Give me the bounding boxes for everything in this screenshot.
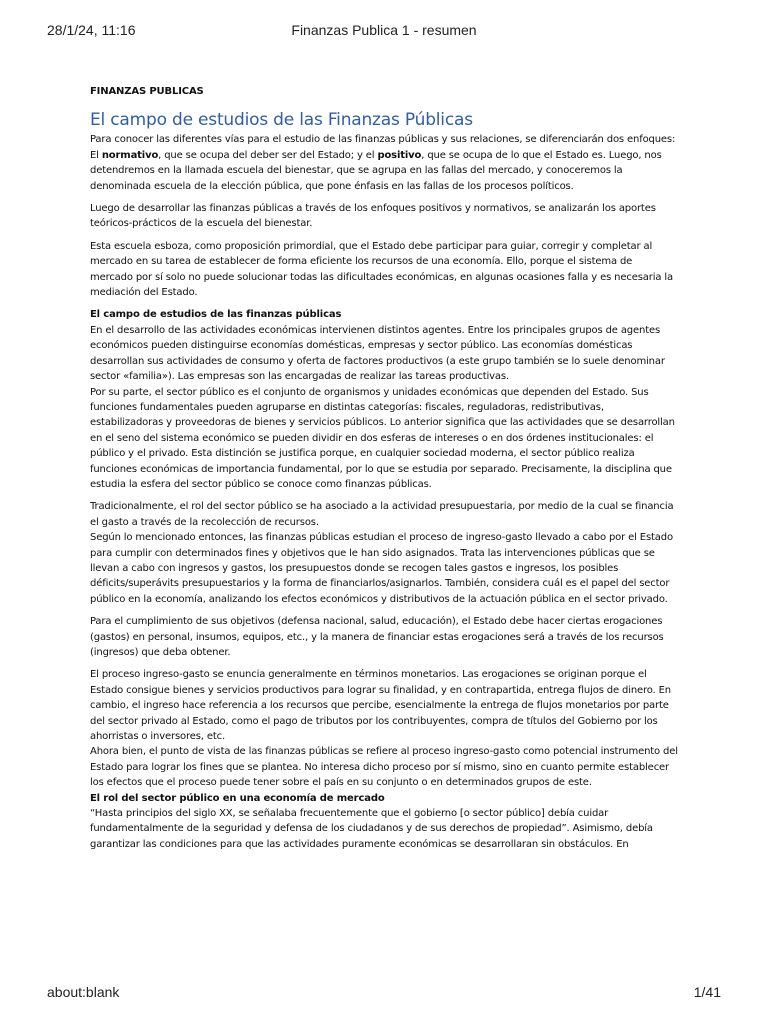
subheading-rol: El rol del sector público en una economía de mercado	[90, 792, 385, 804]
term-positivo: positivo	[377, 149, 422, 161]
proceso-paragraph: El proceso ingreso-gasto se enuncia generalmente en términos monetarios. Las erogaciones se originan porque el Estado consigue bienes y servicios productivos para lograr su finalidad, y en contrapartida, entrega flujos de dinero. En cambio, el ingreso hace referencia a los recursos que percibe, esencialmente la entrega de flujos monetarios por parte del sector privado al Estado, como el pago de tributos por los contribuyentes, compra de títulos del Gobierno por los ahorristas o inversores, etc.	[90, 669, 671, 743]
luego-paragraph: Luego de desarrollar las finanzas públicas a través de los enfoques positivos y normativos, se analizarán los aportes teóricos-prácticos de la escuela del bienestar.	[90, 203, 656, 230]
main-heading: El campo de estudios de las Finanzas Públicas	[90, 110, 473, 131]
enfoques-text-1: El	[90, 149, 102, 161]
sector-paragraph: Por su parte, el sector público es el conjunto de organismos y unidades económicas que dependen del Estado. Sus funciones fundamentales pueden agruparse en distintas categorías: fiscales, reguladoras, redistributivas, estabilizadoras y proveedoras de bienes y servicios públicos. Lo anterior significa que las actividades que se desarrollan en el seno del sistema económico se pueden dividir en dos esferas de intereses o en dos órdenes institucionales: el público y el privado. Esta distinción se justifica porque, en cualquier sociedad moderna, el sector público realiza funciones económicas de importancia fundamental, por lo que se estudia por separado. Precisamente, la disciplina que estudia la esfera del sector público se conoce como finanzas públicas.	[90, 386, 675, 490]
print-url: about:blank	[47, 984, 120, 1000]
subheading-campo: El campo de estudios de las finanzas públicas	[90, 309, 342, 321]
enfoques-paragraph	[90, 148, 678, 194]
segun-paragraph: Según lo mencionado entonces, las finanzas públicas estudian el proceso de ingreso-gasto llevado a cabo por el Estado para cumplir con determinados fines y objetivos que le han sido asignados. Trata las intervenciones públicas que se llevan a cabo con ingresos y gastos, los presupuestos donde se recogen tales gastos e ingresos, los posibles déficits/superávits presupuestarios y la forma de financiarlos/asignarlos. También, considera cuál es el papel del sector público en la economía, analizando los efectos económicos y distributivos de la actuación pública en el sector privado.	[90, 532, 673, 605]
enfoques-text-2: , que se ocupa del deber ser del Estado; y el	[158, 149, 378, 161]
page-number: 1/41	[693, 984, 721, 1000]
escuela-paragraph: Esta escuela esboza, como proposición primordial, que el Estado debe participar para guiar, corregir y completar al mercado en su tarea de establecer de forma eficiente los recursos de una economía. Ello, porque el sistema de mercado por sí solo no puede solucionar todas las dificultades económicas, en algunas ocasiones falla y es necesaria la mediación del Estado.	[90, 240, 673, 299]
cita-paragraph: “Hasta principios del siglo XX, se señalaba frecuentemente que el gobierno [o sector público] debía cuidar fundamentalmente de la seguridad y defensa de los ciudadanos y de sus derechos de propiedad”. Asimismo, debía garantizar las condiciones para que las actividades puramente económicas se desarrollaran sin obstáculos. En	[90, 808, 653, 850]
document-body	[90, 84, 678, 852]
cumplimiento-paragraph: Para el cumplimiento de sus objetivos (defensa nacional, salud, educación), el Estado debe hacer ciertas erogaciones (gastos) en personal, insumos, equipos, etc., y la manera de financiar estas erogaciones será a través de los recursos (ingresos) que deba obtener.	[90, 616, 664, 658]
print-date: 28/1/24, 11:16	[47, 22, 136, 38]
print-footer	[47, 984, 721, 1004]
ahora-paragraph: Ahora bien, el punto de vista de las finanzas públicas se refiere al proceso ingreso-gasto como potencial instrumento del Estado para lograr los fines que se plantea. No interesa dicho proceso por sí mismo, sino en cuanto permite establecer los efectos que el proceso puede tener sobre el país en su conjunto o en determinados grupos de este.	[90, 746, 678, 789]
intro-paragraph: Para conocer las diferentes vías para el estudio de las finanzas públicas y sus relaciones, se diferenciarán dos enfoques:	[90, 134, 676, 146]
tradicional-paragraph: Tradicionalmente, el rol del sector público se ha asociado a la actividad presupuestaria, por medio de la cual se financia el gasto a través de la recolección de recursos.	[90, 501, 674, 528]
desarrollo-paragraph: En el desarrollo de las actividades económicas intervienen distintos agentes. Entre los principales grupos de agentes económicos pueden distinguirse economías domésticas, empresas y sector público. Las economías domésticas desarrollan sus actividades de consumo y oferta de factores productivos (a este grupo también se lo suele denominar sector «familia»). Las empresas son las encargadas de realizar las tareas productivas.	[90, 324, 665, 383]
term-normativo: normativo	[101, 149, 159, 161]
print-header	[47, 22, 721, 42]
print-title: Finanzas Publica 1 - resumen	[291, 22, 477, 38]
enfoques-text-3: , que se ocupa de lo que el Estado es. Luego, nos detendremos en la llamada escuela del bienestar, que se agrupa en las fallas del mercado, y conoceremos la denominada escuela de la elección pública, que pone énfasis en las fallas de los procesos políticos.	[90, 149, 662, 192]
document-label: FINANZAS PUBLICAS	[90, 86, 204, 97]
